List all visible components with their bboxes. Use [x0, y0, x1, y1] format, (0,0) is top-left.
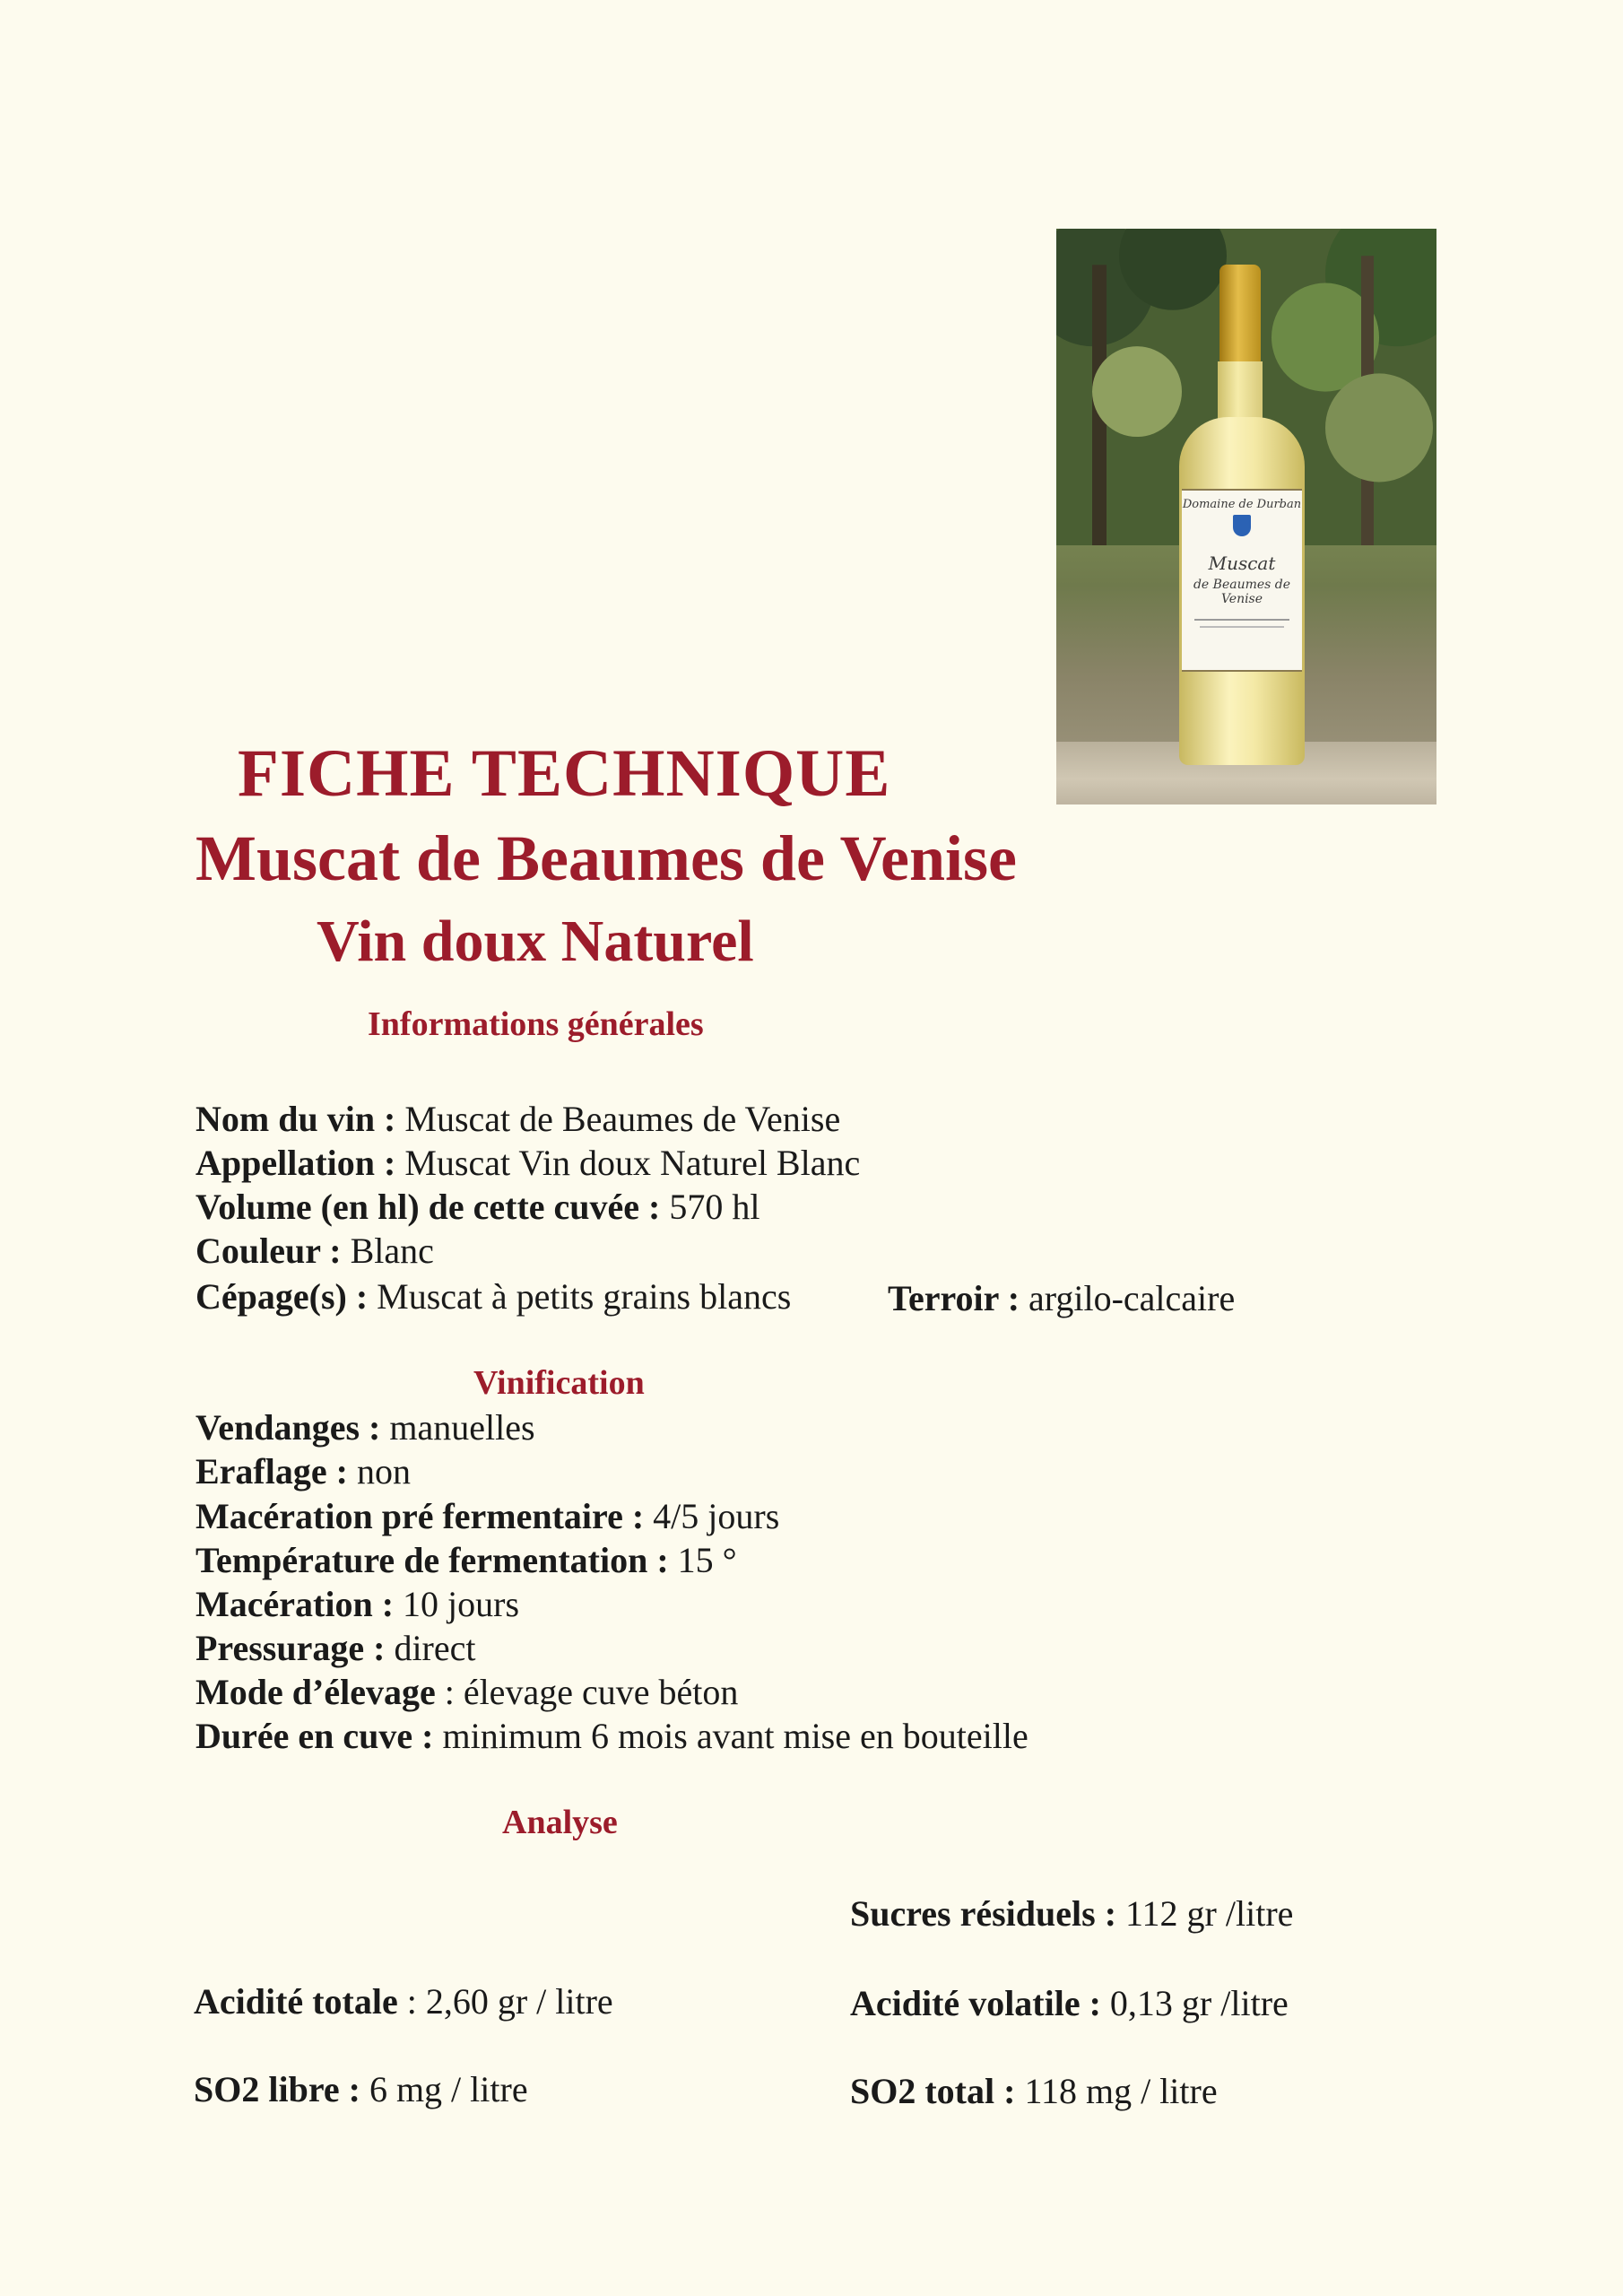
info-row: [195, 1275, 791, 1318]
vinification-value: 15 °: [677, 1540, 737, 1580]
info-row: [195, 1098, 840, 1141]
document-title: FICHE TECHNIQUE: [238, 736, 891, 811]
analyse-acidite-totale: [194, 1980, 613, 2023]
analyse-value: 0,13 gr /litre: [1109, 1983, 1289, 2023]
analyse-label: Acidité totale: [194, 1981, 398, 2022]
info-value: Muscat de Beaumes de Venise: [404, 1099, 841, 1139]
vinification-value: : élevage cuve béton: [444, 1672, 739, 1712]
vinification-value: non: [356, 1451, 411, 1492]
vinification-row: [195, 1495, 779, 1538]
analyse-value: 6 mg / litre: [369, 2069, 528, 2109]
analyse-so2-total: [850, 2070, 1218, 2113]
analyse-value: 112 gr /litre: [1125, 1893, 1294, 1934]
vinification-label: Eraflage :: [195, 1451, 348, 1492]
analyse-sucres: [850, 1892, 1293, 1935]
vinification-row: [195, 1450, 411, 1493]
info-label: Volume (en hl) de cette cuvée :: [195, 1187, 661, 1227]
vinification-row: [195, 1583, 519, 1626]
vinification-row: [195, 1671, 738, 1714]
label-domain: Domaine de Durban: [1182, 498, 1302, 511]
vinification-label: Macération :: [195, 1584, 395, 1624]
analyse-label: Acidité volatile :: [850, 1983, 1101, 2023]
vinification-row: [195, 1715, 1028, 1758]
bottle: [1175, 265, 1309, 767]
vinification-label: Macération pré fermentaire :: [195, 1496, 645, 1536]
info-label: Nom du vin :: [195, 1099, 396, 1139]
analyse-value: 118 mg / litre: [1024, 2071, 1218, 2111]
info-value: 570 hl: [669, 1187, 760, 1227]
vinification-row: [195, 1539, 737, 1582]
coat-of-arms-icon: [1233, 515, 1251, 536]
vinification-value: manuelles: [389, 1407, 535, 1448]
vinification-row: [195, 1406, 535, 1449]
info-label: Appellation :: [195, 1143, 396, 1183]
info-label: Cépage(s) :: [195, 1276, 369, 1317]
label-fine-print: [1200, 626, 1284, 628]
vinification-label: Vendanges :: [195, 1407, 381, 1448]
vinification-label: Pressurage :: [195, 1628, 386, 1668]
vinification-label: Température de fermentation :: [195, 1540, 669, 1580]
terroir-label: Terroir :: [888, 1278, 1020, 1318]
vinification-row: [195, 1627, 476, 1670]
vinification-label: Durée en cuve :: [195, 1716, 434, 1756]
terroir-value: argilo-calcaire: [1028, 1278, 1236, 1318]
analyse-label: SO2 libre :: [194, 2069, 360, 2109]
label-fine-print: [1194, 619, 1289, 621]
wine-name-title: Muscat de Beaumes de Venise: [195, 822, 1017, 894]
analyse-heading: Analyse: [502, 1804, 618, 1841]
info-value: Muscat à petits grains blancs: [377, 1276, 792, 1317]
analyse-label: SO2 total :: [850, 2071, 1016, 2111]
vinification-value: direct: [394, 1628, 476, 1668]
analyse-value: : 2,60 gr / litre: [406, 1981, 613, 2022]
vinification-value: 10 jours: [403, 1584, 520, 1624]
vinification-value: minimum 6 mois avant mise en bouteille: [442, 1716, 1028, 1756]
info-value: Muscat Vin doux Naturel Blanc: [404, 1143, 861, 1183]
analyse-so2-libre: [194, 2068, 528, 2111]
label-wine: Muscat: [1208, 552, 1276, 574]
bottle-cap: [1219, 265, 1261, 363]
analyse-acidite-volatile: [850, 1982, 1289, 2025]
analyse-label: Sucres résiduels :: [850, 1893, 1117, 1934]
vinification-label: Mode d’élevage: [195, 1672, 436, 1712]
info-row: [195, 1142, 860, 1185]
vinification-value: 4/5 jours: [653, 1496, 780, 1536]
wine-type-title: Vin doux Naturel: [317, 909, 754, 974]
info-value: Blanc: [350, 1231, 434, 1271]
info-row: [195, 1186, 760, 1229]
wine-bottle-photo: [1056, 229, 1436, 804]
general-info-heading: Informations générales: [368, 1005, 704, 1043]
bottle-label: [1182, 489, 1302, 672]
terroir-row: [888, 1277, 1235, 1320]
info-row: [195, 1230, 434, 1273]
info-label: Couleur :: [195, 1231, 342, 1271]
vinification-heading: Vinification: [473, 1364, 645, 1402]
label-wine-sub: de Beaumes de Venise: [1193, 578, 1291, 606]
